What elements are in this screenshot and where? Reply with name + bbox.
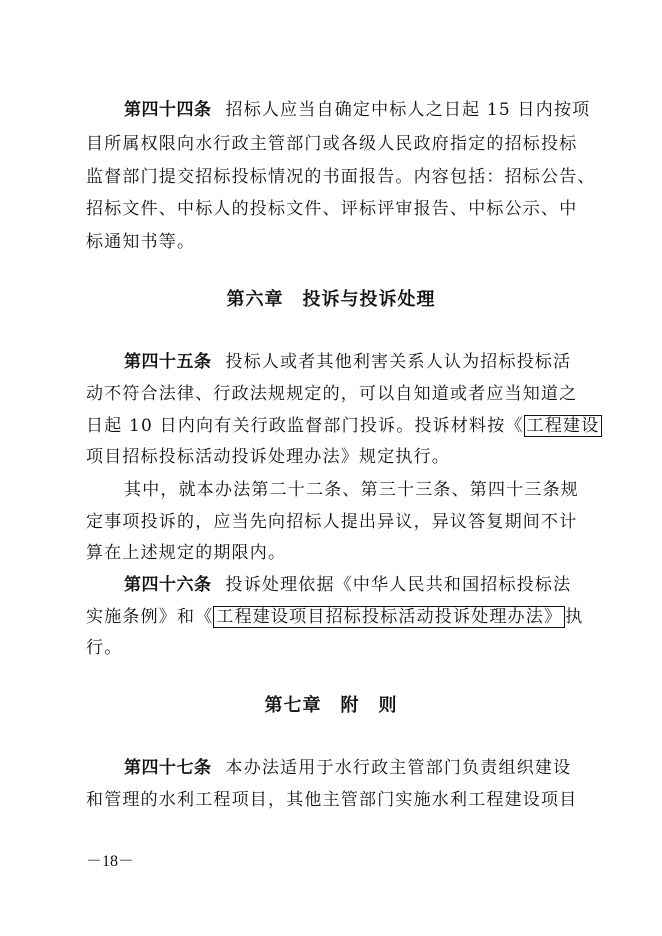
article-47-line-2: 和管理的水利工程项目，其他主管部门实施水利工程建设项目 (86, 790, 578, 810)
chapter-7-heading: 第七章 附 则 (264, 695, 398, 716)
article-44-line-2: 目所属权限向水行政主管部门或各级人民政府指定的招标投标 (86, 134, 578, 154)
article-45-line-4: 项目招标投标活动投诉处理办法》规定执行。 (86, 447, 451, 467)
page-number: －18－ (86, 853, 135, 870)
article-44-label: 第四十四条 (124, 100, 212, 120)
article-47-line-1: 第四十七条 本办法适用于水行政主管部门负责组织建设 (124, 758, 572, 778)
article-44-line-4: 招标文件、中标人的投标文件、评标评审报告、中标公示、中 (86, 199, 578, 219)
chapter-6-heading: 第六章 投诉与投诉处理 (226, 289, 436, 310)
article-45-line-2: 动不符合法律、行政法规规定的，可以自知道或者应当知道之 (86, 384, 578, 404)
article-44-line-3: 监督部门提交招标投标情况的书面报告。内容包括：招标公告、 (86, 167, 596, 187)
article-44-line-5: 标通知书等。 (86, 232, 196, 252)
article-46-label: 第四十六条 (124, 575, 212, 595)
highlight-box-2: 工程建设项目招标投标活动投诉处理办法》 (213, 606, 565, 628)
article-45-label: 第四十五条 (124, 352, 212, 372)
article-45-line-1: 第四十五条 投标人或者其他利害关系人认为招标投标活 (124, 352, 572, 372)
article-47-label: 第四十七条 (124, 758, 212, 778)
highlight-box-1: 工程建设 (524, 415, 603, 437)
article-44-line-1: 第四十四条 招标人应当自确定中标人之日起 15 日内按项 (124, 100, 591, 120)
article-46-line-3: 行。 (86, 638, 123, 658)
paragraph-line-1: 其中，就本办法第二十二条、第三十三条、第四十三条规 (124, 480, 579, 500)
paragraph-line-3: 算在上述规定的期限内。 (86, 543, 287, 563)
paragraph-line-2: 定事项投诉的，应当先向招标人提出异议，异议答复期间不计 (86, 512, 578, 532)
article-46-line-2: 实施条例》和《 工程建设项目招标投标活动投诉处理办法》 执 (86, 607, 584, 627)
article-45-line-3: 日起 10 日内向有关行政监督部门投诉。投诉材料按《 工程建设 (86, 412, 578, 440)
article-46-line-1: 第四十六条 投诉处理依据《中华人民共和国招标投标法 (124, 575, 572, 595)
